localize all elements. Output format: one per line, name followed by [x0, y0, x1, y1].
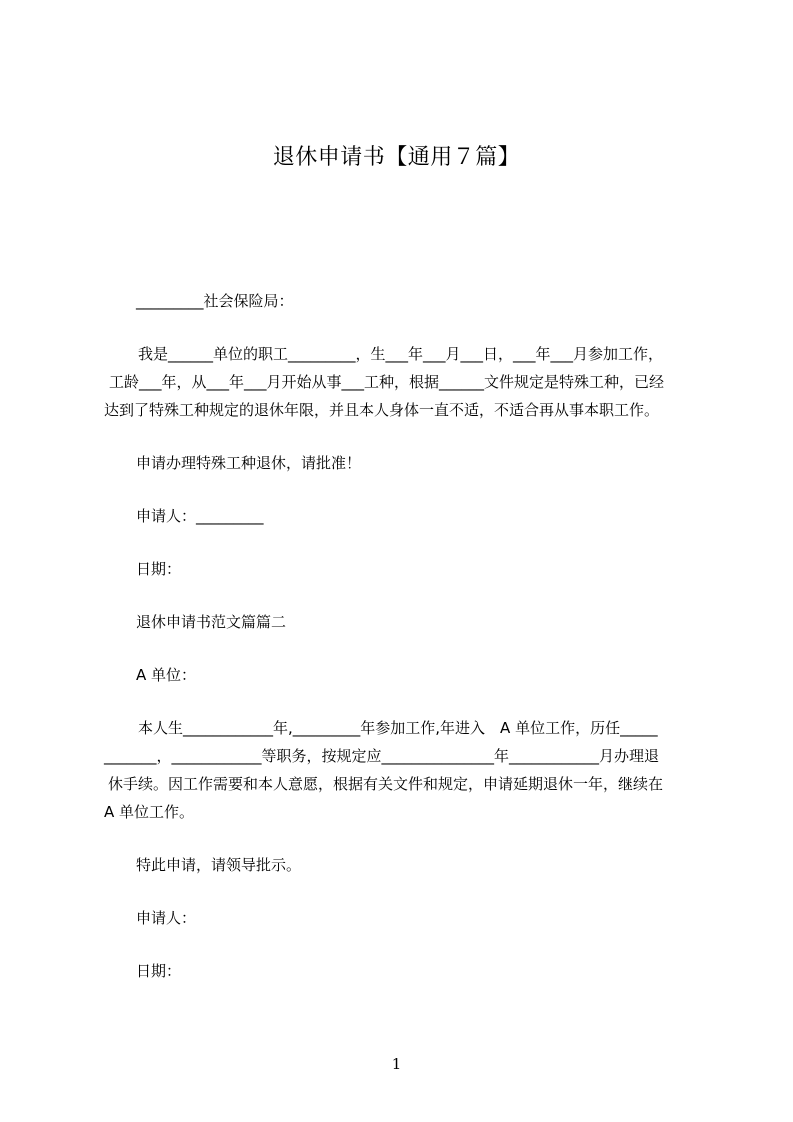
body-paragraph-1-line-1: 我是______单位的职工_________，生___年___月___日，___年___月参加工作，: [138, 345, 664, 363]
body-paragraph-1-line-2: 工龄___年，从___年___月开始从事___工种，根据______文件规定是特殊工种，已经: [109, 373, 665, 391]
document-title: 退休申请书【通用７篇】: [272, 145, 521, 170]
applicant-line-2: 申请人：: [136, 909, 197, 927]
closing-line: 特此申请，请领导批示。: [136, 856, 302, 874]
body-paragraph-2-line-3: 休手续。因工作需要和本人意愿，根据有关文件和规定，申请延期退休一年，继续在: [108, 775, 664, 793]
body-paragraph-2-line-1: 本人生____________年,_________年参加工作,年进入 A 单位工作，历任_____: [138, 719, 658, 737]
body-paragraph-2-line-2: _______，____________等职务，按规定应_______________年____________月办理退: [104, 747, 660, 765]
page-number: 1: [391, 1055, 402, 1073]
request-line: 申请办理特殊工种退休，请批准！: [136, 454, 362, 472]
addressee-line: _________社会保险局：: [136, 292, 294, 310]
body-paragraph-1-line-3: 达到了特殊工种规定的退休年限，并且本人身体一直不适，不适合再从事本职工作。: [104, 401, 660, 419]
applicant-line: 申请人：_________: [136, 507, 264, 525]
addressee-line-2: A 单位：: [136, 666, 197, 684]
body-paragraph-2-line-4: A 单位工作。: [104, 803, 195, 821]
date-line-2: 日期：: [136, 962, 182, 980]
date-line: 日期：: [136, 560, 182, 578]
section-heading: 退休申请书范文篇篇二: [136, 613, 287, 631]
